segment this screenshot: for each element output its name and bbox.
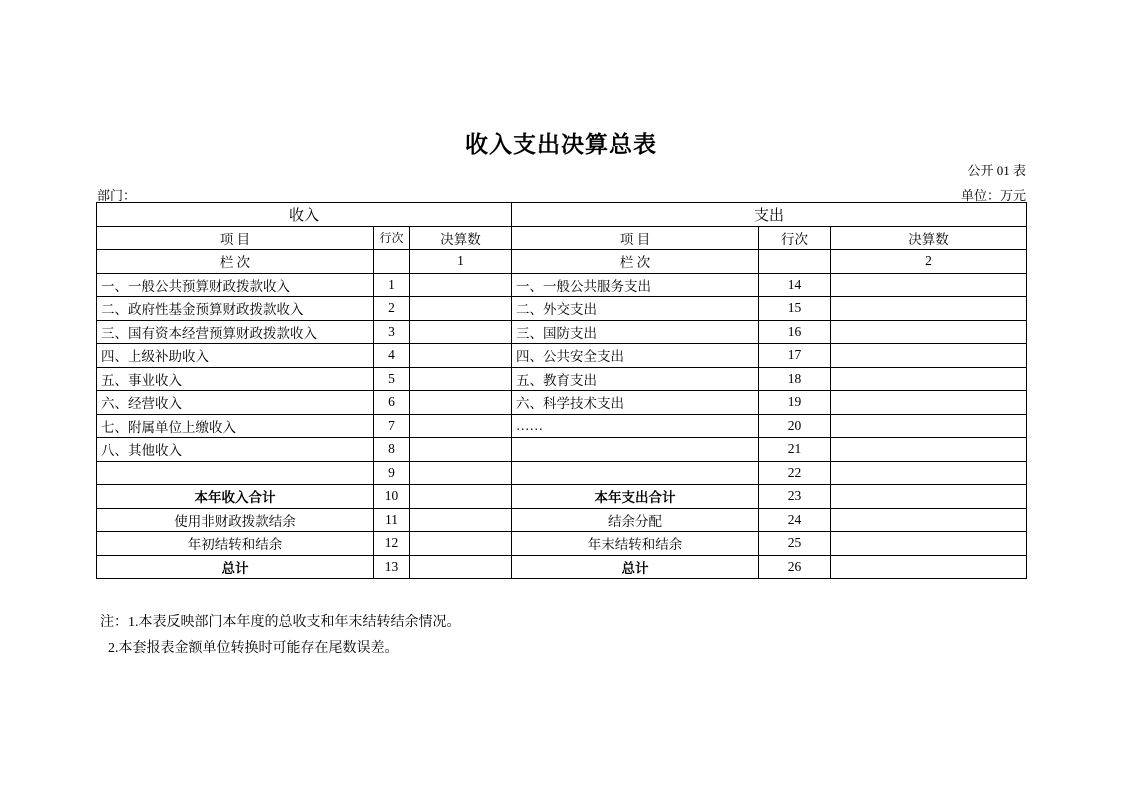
lan-left-blank: [374, 250, 410, 274]
cell-expense-value: [831, 461, 1027, 485]
cell-income-value: [410, 320, 512, 344]
cell-income-item: 五、事业收入: [97, 367, 374, 391]
cell-income-line: 11: [374, 508, 410, 532]
cell-income-value: [410, 344, 512, 368]
cell-income-line: 1: [374, 273, 410, 297]
cell-income-line: 12: [374, 532, 410, 556]
cell-expense-item: 二、外交支出: [512, 297, 759, 321]
notes-block: [100, 610, 461, 662]
page-title: 收入支出决算总表: [465, 132, 657, 157]
cell-expense-value: [831, 391, 1027, 415]
cell-expense-line: 24: [759, 508, 831, 532]
cell-expense-item: 年末结转和结余: [512, 532, 759, 556]
cell-income-value: [410, 297, 512, 321]
cell-expense-item: 五、教育支出: [512, 367, 759, 391]
cell-expense-value: [831, 438, 1027, 462]
table-body: [97, 203, 1027, 579]
group-header-row: [97, 203, 1027, 227]
cell-income-value: [410, 438, 512, 462]
table-row: [97, 461, 1027, 485]
cell-expense-value: [831, 555, 1027, 579]
cell-income-item: 一、一般公共预算财政拨款收入: [97, 273, 374, 297]
cell-income-item: 年初结转和结余: [97, 532, 374, 556]
lan-col-1: 1: [410, 250, 512, 274]
cell-income-item: 七、附属单位上缴收入: [97, 414, 374, 438]
cell-expense-item: 总计: [512, 555, 759, 579]
budget-summary-table: [96, 202, 1027, 579]
cell-expense-value: [831, 344, 1027, 368]
cell-income-line: 4: [374, 344, 410, 368]
cell-income-line: 3: [374, 320, 410, 344]
table-row: [97, 508, 1027, 532]
cell-income-line: 10: [374, 485, 410, 509]
column-header-row: [97, 226, 1027, 250]
unit-label: 单位：万元: [960, 188, 1026, 203]
cell-expense-value: [831, 508, 1027, 532]
table-row: [97, 532, 1027, 556]
table-row: [97, 344, 1027, 368]
column-header-expense-line: 行次: [759, 226, 831, 250]
cell-income-line: 5: [374, 367, 410, 391]
table-row: [97, 555, 1027, 579]
cell-income-item: 四、上级补助收入: [97, 344, 374, 368]
cell-income-line: 9: [374, 461, 410, 485]
note-line-1: 注：1.本表反映部门本年度的总收支和年末结转结余情况。: [100, 615, 461, 630]
table-row: [97, 297, 1027, 321]
cell-income-line: 13: [374, 555, 410, 579]
column-index-row: [97, 250, 1027, 274]
cell-expense-item: 四、公共安全支出: [512, 344, 759, 368]
cell-expense-value: [831, 273, 1027, 297]
cell-expense-line: 26: [759, 555, 831, 579]
table-row: [97, 414, 1027, 438]
cell-income-line: 6: [374, 391, 410, 415]
cell-income-line: 8: [374, 438, 410, 462]
cell-income-line: 2: [374, 297, 410, 321]
table-row: [97, 273, 1027, 297]
column-header-expense-value: 决算数: [831, 226, 1027, 250]
column-header-income-item: 项 目: [97, 226, 374, 250]
table-row: [97, 438, 1027, 462]
cell-expense-item: 三、国防支出: [512, 320, 759, 344]
lan-label-right: 栏 次: [512, 250, 759, 274]
cell-expense-line: 20: [759, 414, 831, 438]
cell-expense-value: [831, 414, 1027, 438]
cell-income-item: 六、经营收入: [97, 391, 374, 415]
cell-expense-line: 21: [759, 438, 831, 462]
cell-expense-value: [831, 297, 1027, 321]
cell-income-item: 本年收入合计: [97, 485, 374, 509]
cell-expense-value: [831, 485, 1027, 509]
cell-income-value: [410, 273, 512, 297]
department-label: 部门：: [97, 188, 137, 203]
table-row: [97, 391, 1027, 415]
lan-col-2: 2: [831, 250, 1027, 274]
cell-expense-line: 17: [759, 344, 831, 368]
cell-expense-line: 23: [759, 485, 831, 509]
cell-expense-item: 一、一般公共服务支出: [512, 273, 759, 297]
cell-expense-item: ……: [512, 414, 759, 438]
cell-expense-line: 22: [759, 461, 831, 485]
cell-expense-line: 14: [759, 273, 831, 297]
column-header-income-line: 行次: [374, 226, 410, 250]
cell-expense-line: 16: [759, 320, 831, 344]
cell-expense-item: [512, 438, 759, 462]
cell-income-value: [410, 461, 512, 485]
cell-income-item: 总计: [97, 555, 374, 579]
cell-expense-line: 18: [759, 367, 831, 391]
table-row: [97, 367, 1027, 391]
table-row: [97, 320, 1027, 344]
cell-expense-item: [512, 461, 759, 485]
cell-expense-item: 结余分配: [512, 508, 759, 532]
cell-income-value: [410, 485, 512, 509]
group-header-expense: 支出: [512, 203, 1027, 227]
cell-expense-item: 本年支出合计: [512, 485, 759, 509]
cell-expense-value: [831, 367, 1027, 391]
note-line-2: 2.本套报表金额单位转换时可能存在尾数误差。: [108, 641, 399, 656]
column-header-income-value: 决算数: [410, 226, 512, 250]
cell-income-value: [410, 532, 512, 556]
cell-income-item: [97, 461, 374, 485]
form-code-label: 公开 01 表: [967, 163, 1026, 178]
cell-income-value: [410, 391, 512, 415]
cell-income-value: [410, 555, 512, 579]
cell-income-item: 使用非财政拨款结余: [97, 508, 374, 532]
cell-expense-line: 15: [759, 297, 831, 321]
lan-label-left: 栏 次: [97, 250, 374, 274]
cell-expense-value: [831, 532, 1027, 556]
lan-right-blank: [759, 250, 831, 274]
column-header-expense-item: 项 目: [512, 226, 759, 250]
cell-income-value: [410, 508, 512, 532]
group-header-income: 收入: [97, 203, 512, 227]
cell-income-item: 八、其他收入: [97, 438, 374, 462]
cell-income-item: 二、政府性基金预算财政拨款收入: [97, 297, 374, 321]
cell-income-item: 三、国有资本经营预算财政拨款收入: [97, 320, 374, 344]
cell-expense-value: [831, 320, 1027, 344]
cell-income-line: 7: [374, 414, 410, 438]
cell-expense-line: 19: [759, 391, 831, 415]
cell-expense-item: 六、科学技术支出: [512, 391, 759, 415]
table-row: [97, 485, 1027, 509]
cell-expense-line: 25: [759, 532, 831, 556]
cell-income-value: [410, 367, 512, 391]
cell-income-value: [410, 414, 512, 438]
